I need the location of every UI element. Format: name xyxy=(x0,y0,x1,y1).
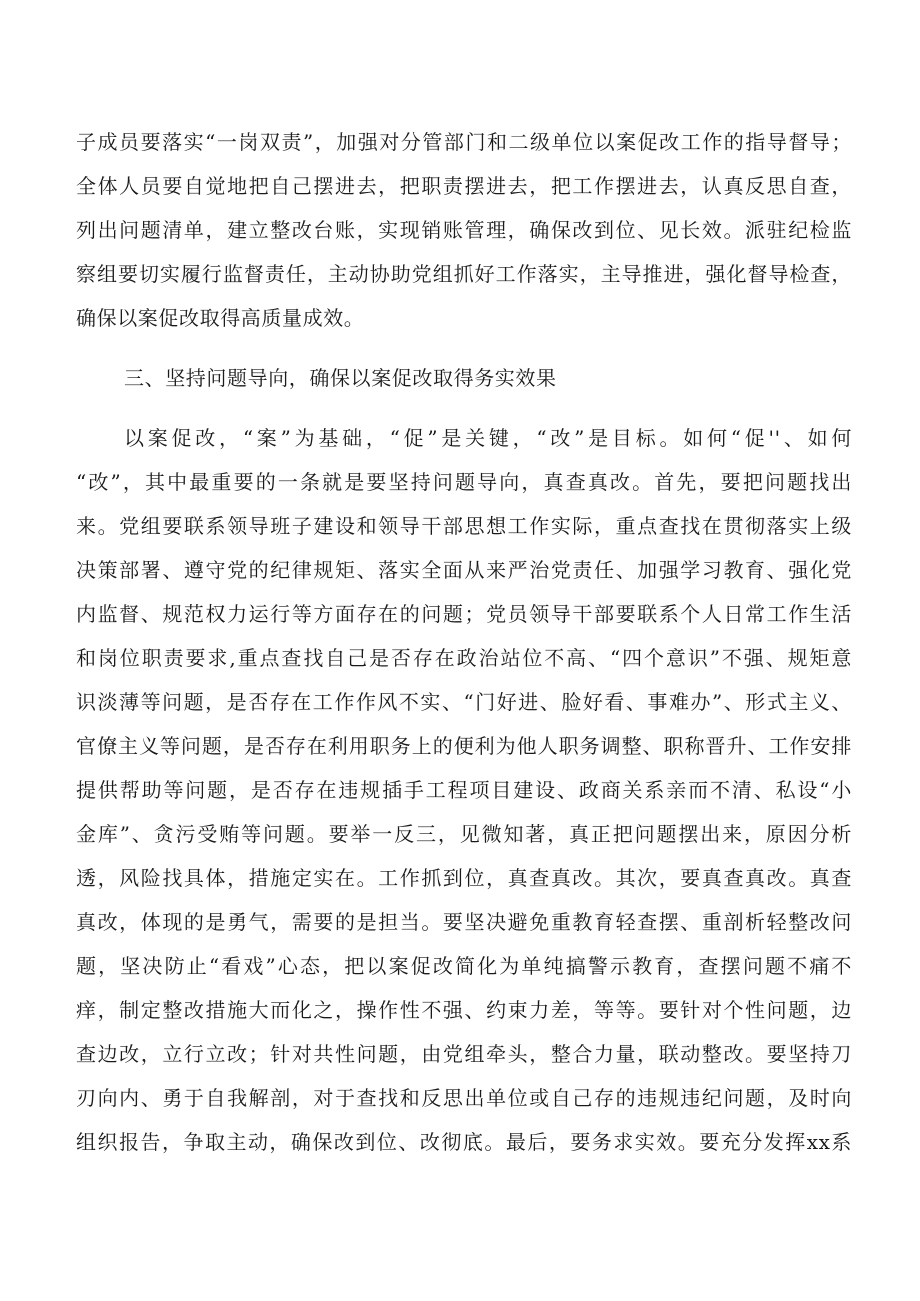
paragraph-2-line-3: 来。党组要联系领导班子建设和领导干部思想工作实际，重点查找在贯彻落实上级 xyxy=(76,514,852,538)
paragraph-2-line-14: 痒，制定整改措施大而化之，操作性不强、约束力差，等等。要针对个性问题，边 xyxy=(76,998,852,1022)
paragraph-2-line-17: 组织报告，争取主动，确保改到位、改彻底。最后，要务求实效。要充分发挥xx系 xyxy=(76,1130,852,1154)
paragraph-1-line-2: 全体人员要自觉地把自己摆进去，把职责摆进去，把工作摆进去，认真反思自查， xyxy=(76,174,852,198)
paragraph-2-line-15: 查边改，立行立改；针对共性问题，由党组牵头，整合力量，联动整改。要坚持刀 xyxy=(76,1042,852,1066)
paragraph-2-line-5: 内监督、规范权力运行等方面存在的问题；党员领导干部要联系个人日常工作生活 xyxy=(76,602,852,626)
paragraph-2-line-2: “改”，其中最重要的一条就是要坚持问题导向，真查真改。首先，要把问题找出 xyxy=(76,470,852,494)
paragraph-2-line-1: 以案促改，“案”为基础，“促”是关键，“改”是目标。如何“促''、如何 xyxy=(124,426,852,450)
paragraph-2-line-12: 真改，体现的是勇气，需要的是担当。要坚决避免重教育轻查摆、重剖析轻整改问 xyxy=(76,910,852,934)
paragraph-1-line-5: 确保以案促改取得高质量成效。 xyxy=(76,306,365,330)
paragraph-2-line-9: 提供帮助等问题，是否存在违规插手工程项目建设、政商关系亲而不清、私设“小 xyxy=(76,778,852,802)
paragraph-2-line-7: 识淡薄等问题，是否存在工作作风不实、“门好进、脸好看、事难办”、形式主义、 xyxy=(76,690,852,714)
section-heading: 三、坚持问题导向，确保以案促改取得务实效果 xyxy=(124,366,557,390)
paragraph-2-line-4: 决策部署、遵守党的纪律规矩、落实全面从来严治党责任、加强学习教育、强化党 xyxy=(76,558,852,582)
paragraph-2-line-13: 题，坚决防止“看戏”心态，把以案促改简化为单纯搞警示教育，查摆问题不痛不 xyxy=(76,954,852,978)
paragraph-2-line-8: 官僚主义等问题，是否存在利用职务上的便利为他人职务调整、职称晋升、工作安排 xyxy=(76,734,852,758)
paragraph-2-line-6: 和岗位职责要求,重点查找自己是否存在政治站位不高、“四个意识”不强、规矩意 xyxy=(76,646,852,670)
paragraph-2-line-10: 金库”、贪污受贿等问题。要举一反三，见微知著，真正把问题摆出来，原因分析 xyxy=(76,822,852,846)
paragraph-1-line-3: 列出问题清单，建立整改台账，实现销账管理，确保改到位、见长效。派驻纪检监 xyxy=(76,218,852,242)
paragraph-1-line-4: 察组要切实履行监督责任，主动协助党组抓好工作落实，主导推进，强化督导检查， xyxy=(76,262,852,286)
paragraph-2-line-16: 刃向内、勇于自我解剖，对于查找和反思出单位或自己存的违规违纪问题，及时向 xyxy=(76,1086,852,1110)
paragraph-2-line-11: 透，风险找具体，措施定实在。工作抓到位，真查真改。其次，要真查真改。真查 xyxy=(76,866,852,890)
paragraph-1-line-1: 子成员要落实“一岗双责”，加强对分管部门和二级单位以案促改工作的指导督导； xyxy=(76,130,852,154)
